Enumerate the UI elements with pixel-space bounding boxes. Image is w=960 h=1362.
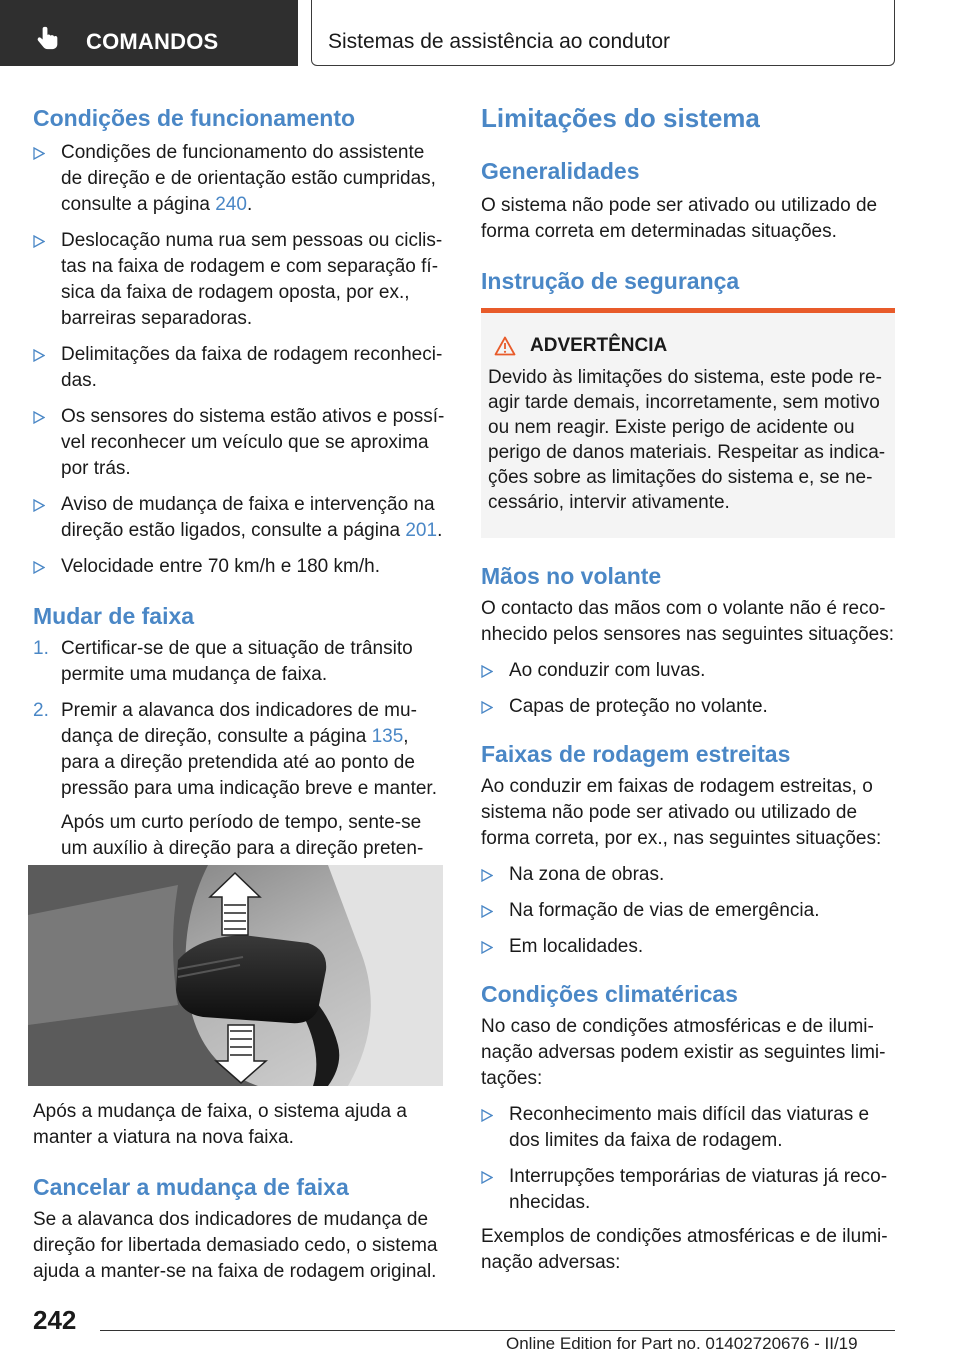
- step-number: 2.: [33, 700, 49, 721]
- list-item: Delimitações da faixa de rodagem reconhecidas.: [33, 342, 445, 394]
- hands-list: [481, 658, 895, 720]
- turn-signal-lever-image: [28, 865, 443, 1086]
- heading-safety: Instrução de segurança: [481, 268, 740, 294]
- triangle-bullet-icon: [481, 1109, 493, 1122]
- right-column-lower: [481, 562, 895, 1276]
- warning-box: [481, 313, 895, 538]
- narrow-list: [481, 862, 895, 960]
- heading-cancel-lane-change: Cancelar a mudança de faixa: [33, 1174, 349, 1200]
- list-item: Interrupções temporárias de viaturas já reconhecidas.: [481, 1164, 895, 1216]
- general-text: O sistema não pode ser ativado ou utilizado de forma correta em determinadas situações.: [481, 195, 878, 242]
- section-title: Sistemas de assistência ao condutor: [328, 30, 671, 53]
- page-link[interactable]: 240: [215, 194, 247, 215]
- hands-text: O contacto das mãos com o volante não é reconhecido pelos sensores nas seguintes situações:: [481, 598, 894, 645]
- narrow-text: Ao conduzir em faixas de rodagem estreitas, o sistema não pode ser ativado ou utilizado de forma correta, por ex., nas seguintes situações:: [481, 776, 882, 849]
- step-note: Após um curto período de tempo, sente-se um auxílio à direção para a direção preten: [61, 812, 424, 859]
- hand-pointer-icon: [34, 24, 62, 52]
- list-item: Deslocação numa rua sem pessoas ou ciclistas na faixa de rodagem e com separação física da faixa de rodagem oposta, por ex., barreiras separadoras.: [33, 228, 445, 332]
- edition-text: Online Edition for Part no. 01402720676 - II/19: [506, 1334, 858, 1353]
- climate-list: [481, 1102, 895, 1216]
- triangle-bullet-icon: [481, 941, 493, 954]
- list-item: Velocidade entre 70 km/h e 180 km/h.: [33, 554, 445, 580]
- warning-text: Devido às limitações do sistema, este pode reagir tarde demais, incorretamente, sem motivo ou nem reagir. Existe perigo de acidente ou perigo de danos materiais. Respeitar as indicações sobre as limitações do sistema e, se necessário, intervir ativamente.: [488, 367, 886, 513]
- heading-narrow-lanes: Faixas de rodagem estreitas: [481, 741, 791, 767]
- after-photo-text: Após a mudança de faixa, o sistema ajuda a manter a viatura na nova faixa.: [33, 1101, 407, 1148]
- triangle-bullet-icon: [33, 499, 45, 512]
- triangle-bullet-icon: [481, 665, 493, 678]
- triangle-bullet-icon: [481, 1171, 493, 1184]
- list-item: 2. Premir a alavanca dos indicadores de mudança de direção, consulte a página 135, para a direção pretendida até ao ponto de pressão para uma indicação breve e manter.: [33, 700, 437, 799]
- chapter-tab[interactable]: [0, 0, 298, 66]
- warning-title: ADVERTÊNCIA: [488, 335, 887, 357]
- footer-divider: [100, 1330, 895, 1331]
- steps-list: [33, 636, 445, 802]
- climate-text: No caso de condições atmosféricas e de iluminação adversas podem existir as seguintes limitações:: [481, 1016, 886, 1089]
- list-item: Os sensores do sistema estão ativos e possível reconhecer um veículo que se aproxima por trás.: [33, 404, 445, 482]
- heading-system-limits: Limitações do sistema: [481, 103, 760, 133]
- page-link[interactable]: 201: [405, 520, 438, 541]
- step-number: 1.: [33, 638, 49, 659]
- list-item: Capas de proteção no volante.: [481, 694, 895, 720]
- list-item: Em localidades.: [481, 934, 895, 960]
- list-item: Condições de funcionamento do assistente de direção e de orientação estão cumpridas, consulte a página 240.: [33, 140, 445, 218]
- triangle-bullet-icon: [481, 905, 493, 918]
- section-header: [311, 0, 895, 66]
- triangle-bullet-icon: [33, 561, 45, 574]
- triangle-bullet-icon: [33, 411, 45, 424]
- page-link[interactable]: 135: [371, 726, 404, 747]
- page-number: 242: [33, 1305, 77, 1335]
- list-item: Na zona de obras.: [481, 862, 895, 888]
- triangle-bullet-icon: [481, 869, 493, 882]
- conditions-list: [33, 140, 445, 580]
- heading-change-lane: Mudar de faixa: [33, 603, 195, 629]
- lever-illustration: [28, 865, 443, 1086]
- climate-tail-text: Exemplos de condições atmosféricas e de iluminação adversas:: [481, 1226, 888, 1273]
- triangle-bullet-icon: [33, 147, 45, 160]
- heading-weather-conditions: Condições climatéricas: [481, 981, 738, 1007]
- warning-triangle-icon: [494, 336, 516, 356]
- cancel-text: Se a alavanca dos indicadores de mudança de direção for libertada demasiado cedo, o sistema ajuda a manter-se na faixa de rodagem original.: [33, 1209, 438, 1282]
- triangle-bullet-icon: [481, 701, 493, 714]
- left-column-lower: [33, 1099, 445, 1285]
- list-item: Reconhecimento mais difícil das viaturas e dos limites da faixa de rodagem.: [481, 1102, 895, 1154]
- left-column: [33, 104, 445, 888]
- triangle-bullet-icon: [33, 235, 45, 248]
- heading-conditions: Condições de funcionamento: [33, 105, 356, 131]
- list-item: Na formação de vias de emergência.: [481, 898, 895, 924]
- triangle-bullet-icon: [33, 349, 45, 362]
- heading-general: Generalidades: [481, 158, 640, 184]
- chapter-tab-label: COMANDOS: [86, 29, 219, 54]
- list-item: Aviso de mudança de faixa e intervenção na direção estão ligados, consulte a página 201.: [33, 492, 445, 544]
- list-item: Ao conduzir com luvas.: [481, 658, 895, 684]
- heading-hands-on-wheel: Mãos no volante: [481, 563, 662, 589]
- right-column: [481, 103, 895, 295]
- list-item: 1. Certificar-se de que a situação de trânsito permite uma mudança de faixa.: [33, 638, 413, 685]
